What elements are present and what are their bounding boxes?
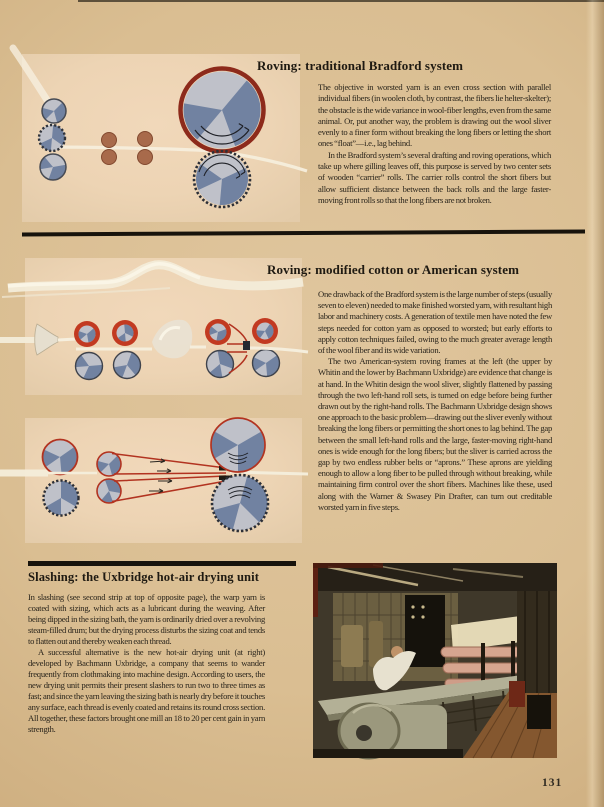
paragraph: The two American-system roving frames at the left (the upper by Whitin and the lower by Bachmann Uxbridge) are evidence that change is at hand. In the Whitin design the wool sliver, slightly flattened by passing through the two left-hand roll sets, is turned on edge before being further drawn out by the right-hand rolls. The Bachmann Uxbridge design shows one approach to the basic problem—drawing out the sliver evenly without breaking the long fibers or permitting the short ones to lag behind. The gap between the small left-hand rolls and the large, faster-moving right-hand ones is wide enough for the long fibers; but the sliver is carried across the gap by two endless rubber belts or “aprons.” These aprons are yielding enough to allow a long fiber to be pulled through without breaking, while maintaining firm control over the short fibers. Machines like these, used along with the Warner & Swasey Pin Drafter, can turn out creditable worsted yarn in five steps. — [318, 356, 552, 512]
section-title-bradford: Roving: traditional Bradford system — [257, 58, 464, 73]
section-title-slashing: Slashing: the Uxbridge hot-air drying unit — [28, 570, 260, 584]
slashing-text-column — [28, 592, 265, 735]
page-number: 131 — [542, 777, 563, 789]
sliver-thread — [58, 339, 76, 340]
paragraph: A successful alternative is the new hot-air drying unit (at right) developed by Bachmann Uxbridge, a company that seems to wander frequently from clothmaking into machine design. According to users, the new drying unit permits their present slashers to run two to three times as fast; and since the yarn leaving the sizing bath is nearly dry before it touches any surface, each thread is evenly coated and retains its round cross section. All together, these factors brought one mill an 18 to 20 per cent gain in yarn strength. — [28, 647, 265, 734]
paragraph: In the Bradford system’s several drafting and roving operations, which take up where gilling leaves off, this purpose is served by two center sets of wooden “carrier” rolls. The carrier rolls control the short fibers but allow sufficient distance between the back rolls and the large faster-moving front rolls so that the long fibers are not broken. — [318, 149, 551, 205]
page-right-edge-shading — [586, 0, 604, 807]
section-title-american: Roving: modified cotton or American system — [267, 262, 520, 277]
paragraph: In slashing (see second strip at top of opposite page), the warp yarn is coated with sizing, which acts as a lubricant during the weaving. After being dipped in the sizing bath, the yarn is ordinarily dried over a revolving steam-filled drum; but the drying process disturbs the sizing coat and tends to flatten out and thereby weaken each thread. — [28, 592, 265, 646]
bachmann-diagram — [0, 409, 308, 543]
american-text-column — [318, 289, 552, 513]
bradford-diagram — [13, 48, 307, 222]
paragraph: One drawback of the Bradford system is the large number of steps (usually seven to eleven) needed to make finished worsted yarn, with resultant high labor and machinery costs. A generation of textile men have noted the few steps needed for cotton yarn as opposed to worsted; but early efforts to apply cotton techniques failed, owing to the much greater average length of the wool fiber and its wide variation. — [318, 289, 552, 356]
slashing-header-rule — [28, 561, 296, 566]
paragraph: The objective in worsted yarn is an even cross section with parallel individual fibers (in woolen cloth, by contrast, the fibers lie helter-skelter); the obstacle is the wide variance in wool-fiber lengths, even from the same animal. Or, put another way, the problem is drawing out the wool sliver evenly to a finer form without breaking the long fibers or letting the short ones “float”—i.e., lag behind. — [318, 82, 551, 149]
bradford-text-column — [318, 82, 551, 206]
drying-unit-photo — [313, 563, 557, 758]
whitin-diagram — [0, 258, 308, 395]
apron-block — [243, 341, 250, 350]
